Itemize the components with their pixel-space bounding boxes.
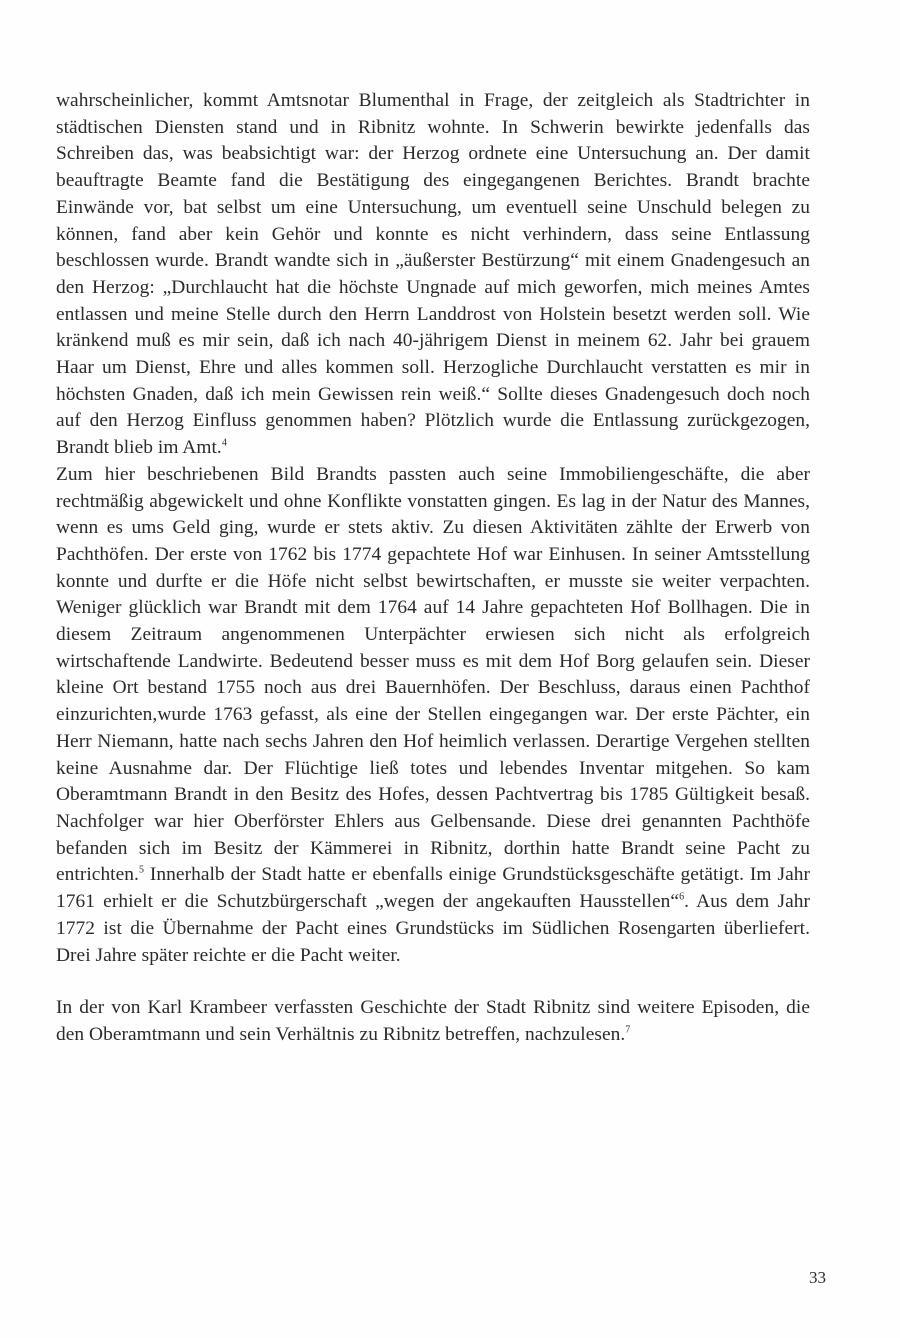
paragraph-2-text-a: Zum hier beschriebenen Bild Brandts passten auch seine Immobiliengeschäfte, die aber rechtmäßig abgewickelt und ohne Konflikte vonstatten gingen. Es lag in der Natur des Mannes, wenn es ums Geld ging, wurde er stets aktiv. Zu diesen Aktivitäten zählte der Erwerb von Pachthöfen. Der erste von 1762 bis 1774 gepachtete Hof war Einhusen. In seiner Amtsstellung konnte und durfte er die Höfe nicht selbst bewirtschaften, er musste sie weiter verpachten. Weniger glücklich war Brandt mit dem 1764 auf 14 Jahre gepachteten Hof Bollhagen. Die in diesem Zeitraum angenommenen Unterpächter erwiesen sich nicht als erfolgreich wirtschaftende Landwirte. Bedeutend besser muss es mit dem Hof Borg gelaufen sein. Dieser kleine Ort bestand 1755 noch aus drei Bauernhöfen. Der Beschluss, daraus einen Pachthof einzurichten,wurde 1763 gefasst, als eine der Stellen eingegangen war. Der erste Pächter, ein Herr Niemann, hatte nach sechs Jahren den Hof heimlich verlassen. Derartige Vergehen stellten keine Ausnahme dar. Der Flüchtige ließ totes und lebendes Inventar mitgehen. So kam Oberamtmann Brandt in den Besitz des Hofes, dessen Pachtvertrag bis 1785 Gültigkeit besaß. Nachfolger war hier Oberförster Ehlers aus Gelbensande. Diese drei genannten Pachthöfe befanden sich im Besitz der Kämmerei in Ribnitz, dorthin hatte Brandt seine Pacht zu entrichten. (56, 463, 810, 886)
paragraph-spacer (56, 969, 810, 995)
paragraph-3 (56, 995, 810, 1048)
paragraph-1 (56, 88, 810, 462)
paragraph-3-text: In der von Karl Krambeer verfassten Geschichte der Stadt Ribnitz sind weitere Episoden, die den Oberamtmann und sein Verhältnis zu Ribnitz betreffen, nachzulesen. (56, 997, 810, 1045)
page-body (56, 88, 810, 1049)
paragraph-2-text-c: . Aus dem Jahr 1772 ist die Übernahme der Pacht eines Grundstücks im Südlichen Rosengarten überliefert. Drei Jahre später reichte er die Pacht weiter. (56, 891, 810, 966)
paragraph-1-text: wahrscheinlicher, kommt Amtsnotar Blumenthal in Frage, der zeitgleich als Stadtrichter in städtischen Diensten stand und in Ribnitz wohnte. In Schwerin bewirkte jedenfalls das Schreiben das, was beabsichtigt war: der Herzog ordnete eine Untersuchung an. Der damit beauftragte Beamte fand die Bestätigung des eingegangenen Berichtes. Brandt brachte Einwände vor, bat selbst um eine Untersuchung, um eventuell seine Unschuld belegen zu können, fand aber kein Gehör und konnte es nicht verhindern, dass seine Entlassung beschlossen wurde. Brandt wandte sich in „äußerster Bestürzung“ mit einem Gnadengesuch an den Herzog: „Durchlaucht hat die höchste Ungnade auf mich geworfen, mich meines Amtes entlassen und meine Stelle durch den Herrn Landdrost von Holstein besetzt werden soll. Wie kränkend muß es mir sein, daß ich nach 40-jährigem Dienst in meinem 62. Jahr bei grauem Haar um Dienst, Ehre und alles kommen soll. Herzogliche Durchlaucht verstatten es mir in höchsten Gnaden, daß ich mein Gewissen rein weiß.“ Sollte dieses Gnadengesuch doch noch auf den Herzog Einfluss genommen haben? Plötzlich wurde die Entlassung zurückgezogen, Brandt blieb im Amt. (56, 90, 810, 459)
footnote-marker-7: 7 (625, 1024, 631, 1036)
paragraph-2-text-b: Innerhalb der Stadt hatte er ebenfalls einige Grundstücksgeschäfte getätigt. Im Jahr 1761 erhielt er die Schutzbürgerschaft „wegen der angekauften Hausstellen“ (56, 864, 810, 913)
footnote-marker-5: 5 (138, 864, 144, 876)
page-number: 33 (809, 1268, 826, 1287)
footnote-marker-4: 4 (221, 437, 227, 449)
footnote-marker-6: 6 (679, 891, 685, 903)
paragraph-2 (56, 462, 810, 969)
